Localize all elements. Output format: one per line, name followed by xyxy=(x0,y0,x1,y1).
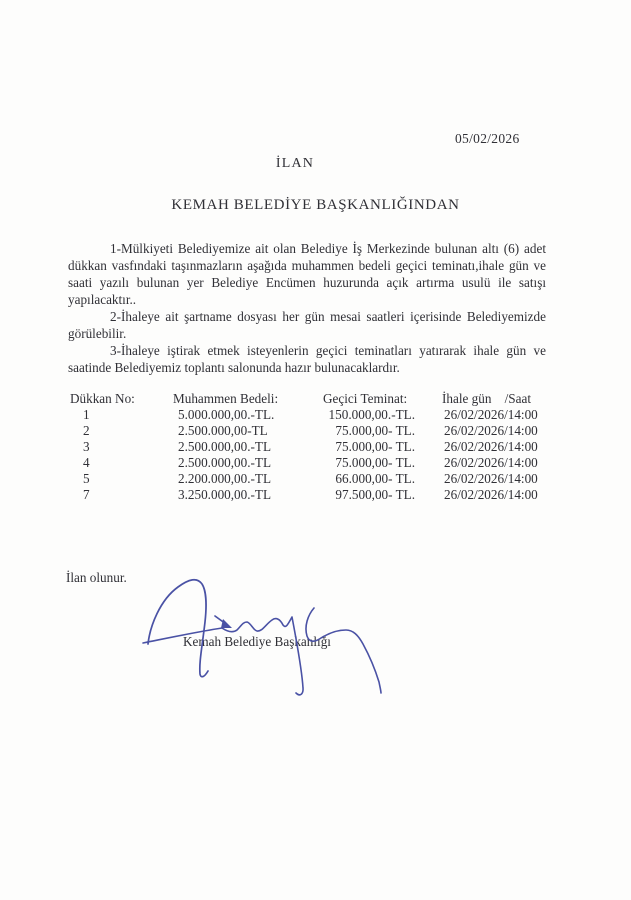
cell-ihale-gun-saat: 26/02/2026/14:00 xyxy=(444,407,538,422)
document-date: 05/02/2026 xyxy=(455,131,520,146)
signature-label: Kemah Belediye Başkanlığı xyxy=(183,634,331,649)
table-header-row xyxy=(70,391,602,407)
table-row xyxy=(70,455,602,471)
cell-dukkan-no: 5 xyxy=(83,471,90,486)
cell-muhammen-bedeli: 2.500.000,00.-TL xyxy=(178,439,272,454)
paragraph-2: 2-İhaleye ait şartname dosyası her gün mesai saatleri içerisinde Belediyemizde görülebilir. xyxy=(68,309,546,341)
cell-muhammen-bedeli: 3.250.000,00.-TL xyxy=(178,487,272,502)
cell-muhammen-bedeli: 5.000.000,00.-TL. xyxy=(178,407,275,422)
cell-gecici-teminat: 75.000,00- TL. xyxy=(335,455,415,470)
announcement-body xyxy=(68,240,546,376)
cell-muhammen-bedeli: 2.500.000,00.-TL xyxy=(178,455,272,470)
cell-gecici-teminat: 150.000,00.-TL. xyxy=(328,407,415,422)
cell-muhammen-bedeli: 2.200.000,00.-TL xyxy=(178,471,272,486)
cell-dukkan-no: 3 xyxy=(83,439,90,454)
document-title: İLAN xyxy=(275,156,315,171)
cell-dukkan-no: 2 xyxy=(83,423,90,438)
document-subtitle: KEMAH BELEDİYE BAŞKANLIĞINDAN xyxy=(171,197,460,213)
cell-gecici-teminat: 75.000,00- TL. xyxy=(335,423,415,438)
header-muhammen-bedeli: Muhammen Bedeli: xyxy=(173,391,279,406)
closing-statement: İlan olunur. xyxy=(66,570,127,585)
cell-muhammen-bedeli: 2.500.000,00-TL xyxy=(178,423,268,438)
header-ihale-gun-saat: İhale gün /Saat xyxy=(442,391,531,406)
cell-ihale-gun-saat: 26/02/2026/14:00 xyxy=(444,439,538,454)
header-gecici-teminat: Geçici Teminat: xyxy=(323,391,408,406)
header-dukkan-no: Dükkan No: xyxy=(70,391,135,406)
cell-gecici-teminat: 75.000,00- TL. xyxy=(335,439,415,454)
table-row xyxy=(70,439,602,455)
cell-gecici-teminat: 66.000,00- TL. xyxy=(335,471,415,486)
table-row xyxy=(70,423,602,439)
cell-ihale-gun-saat: 26/02/2026/14:00 xyxy=(444,455,538,470)
table-row xyxy=(70,487,602,503)
signature-stroke-wave xyxy=(143,617,303,695)
table-row xyxy=(70,471,602,487)
paragraph-3: 3-İhaleye iştirak etmek isteyenlerin geçici teminatları yatırarak ihale gün ve saatinde Belediyemiz toplantı salonunda hazır bulunacaklardır. xyxy=(68,343,546,375)
signature-ink-scribble xyxy=(138,576,390,728)
signature-arrowhead xyxy=(221,619,232,628)
auction-table xyxy=(70,391,602,503)
cell-dukkan-no: 7 xyxy=(83,487,90,502)
paragraph-1: 1-Mülkiyeti Belediyemize ait olan Belediye İş Merkezinde bulunan altı (6) adet dükkan vasfındaki taşınmazların aşağıda muhammen bedeli geçici teminatı,ihale gün ve saati yazılı bulunan yer Belediye Encümen huzurunda açık artırma usulü ile satışı yapılacaktır.. xyxy=(68,241,546,307)
cell-dukkan-no: 1 xyxy=(83,407,90,422)
cell-ihale-gun-saat: 26/02/2026/14:00 xyxy=(444,487,538,502)
signature-stroke-tail xyxy=(306,608,381,693)
cell-dukkan-no: 4 xyxy=(83,455,90,470)
cell-ihale-gun-saat: 26/02/2026/14:00 xyxy=(444,471,538,486)
cell-ihale-gun-saat: 26/02/2026/14:00 xyxy=(444,423,538,438)
cell-gecici-teminat: 97.500,00- TL. xyxy=(335,487,415,502)
table-row xyxy=(70,407,602,423)
signature-stroke-loop xyxy=(148,580,208,677)
signature-stroke-arrow xyxy=(215,616,226,624)
